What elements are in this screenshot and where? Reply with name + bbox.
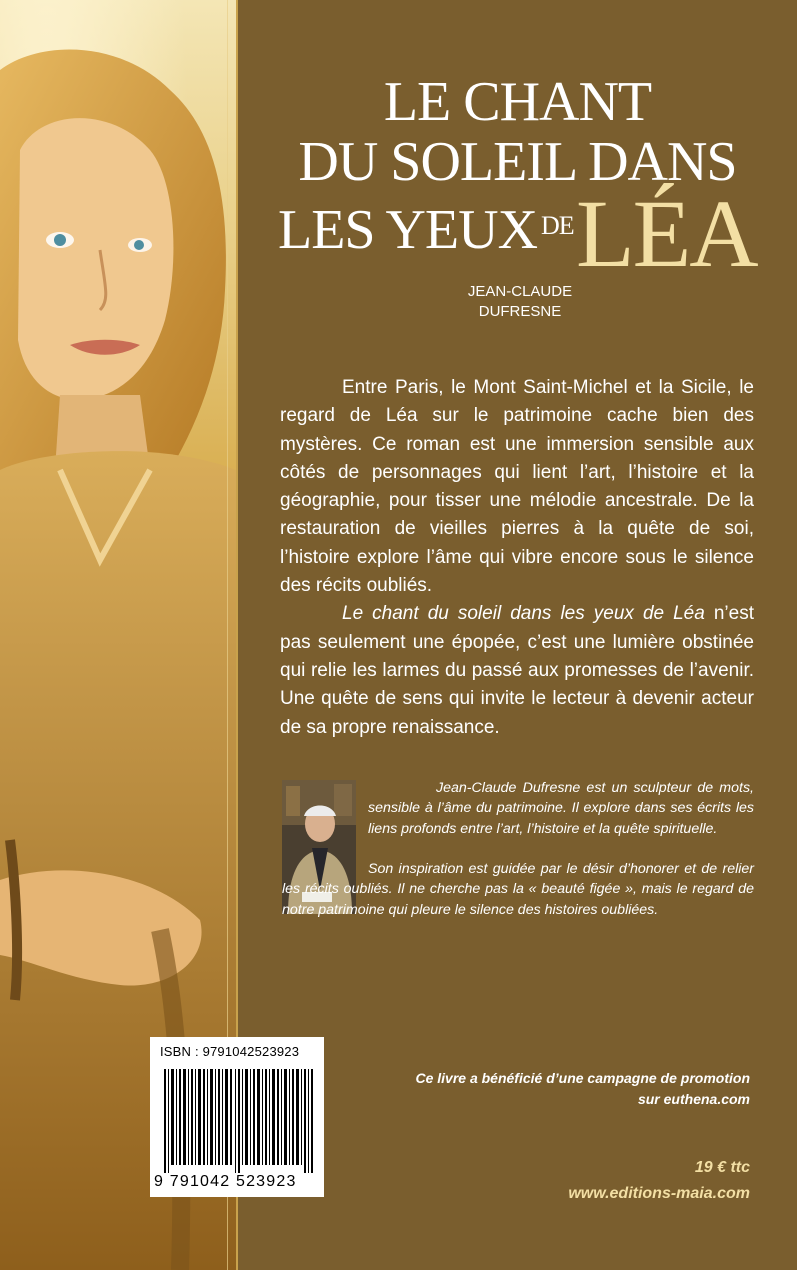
summary-paragraph-1: Entre Paris, le Mont Saint-Michel et la Sicile, le regard de Léa sur le patrimoine cache bien des mystères. Ce roman est une immersion sensible aux côtés de personnages qui lient l’art, l’histoire et la géographie, pour tisser une mélodie ancestrale. De la restauration de vieilles pierres à la quête de soi, l’histoire explore l’âme qui vibre encore sous le silence des récits oubliés. xyxy=(280,377,754,597)
book-title-line3-text: LES YEUX xyxy=(278,199,538,261)
author-bio-part1: Jean-Claude Dufresne est un sculpteur de mots, sensible à l’âme du patrimoine. Il explore dans ses écrits les liens profonds entre l’art, l’histoire et la quête spirituelle. xyxy=(368,780,754,837)
barcode-digits: 9 791042 523923 xyxy=(154,1173,297,1190)
publisher-website: www.editions-maia.com xyxy=(568,1185,750,1202)
promotion-notice xyxy=(380,1068,750,1110)
summary-paragraph-2 xyxy=(280,600,754,741)
book-summary xyxy=(280,374,754,742)
book-title-de: DE xyxy=(541,211,574,240)
author-first-name: JEAN-CLAUDE xyxy=(467,283,573,300)
isbn-barcode xyxy=(150,1037,324,1197)
book-title-line2: DU SOLEIL DANS xyxy=(298,131,737,193)
book-title-line3 xyxy=(278,196,574,260)
summary-book-title: Le chant du soleil dans les yeux de Léa xyxy=(342,603,705,625)
promotion-line2: sur euthena.com xyxy=(637,1091,750,1107)
barcode-bars xyxy=(164,1069,314,1173)
book-title-line1: LE CHANT xyxy=(383,71,652,133)
author-bio-part2: Son inspiration est guidée par le désir d’honorer et de relier les récits oubliés. Il ne cherche pas la « beauté figée », mais le regard de notre patrimoine qui pleure le silence des histoires oubliées. xyxy=(282,861,754,918)
book-title-name: LÉA xyxy=(576,180,757,287)
promotion-line1: Ce livre a bénéficié d’une campagne de promotion xyxy=(415,1070,750,1086)
summary-paragraph-2-text: n’est pas seulement une épopée, c’est une lumière obstinée qui relie les larmes du passé aux promesses de l’avenir. Une quête de sens qui invite le lecteur à devenir acteur de sa propre renaissance. xyxy=(280,603,755,738)
isbn-label: ISBN : 9791042523923 xyxy=(160,1044,300,1059)
price-and-website xyxy=(500,1155,750,1207)
author-name xyxy=(440,282,600,322)
author-last-name: DUFRESNE xyxy=(478,303,562,320)
price: 19 € ttc xyxy=(694,1159,750,1176)
